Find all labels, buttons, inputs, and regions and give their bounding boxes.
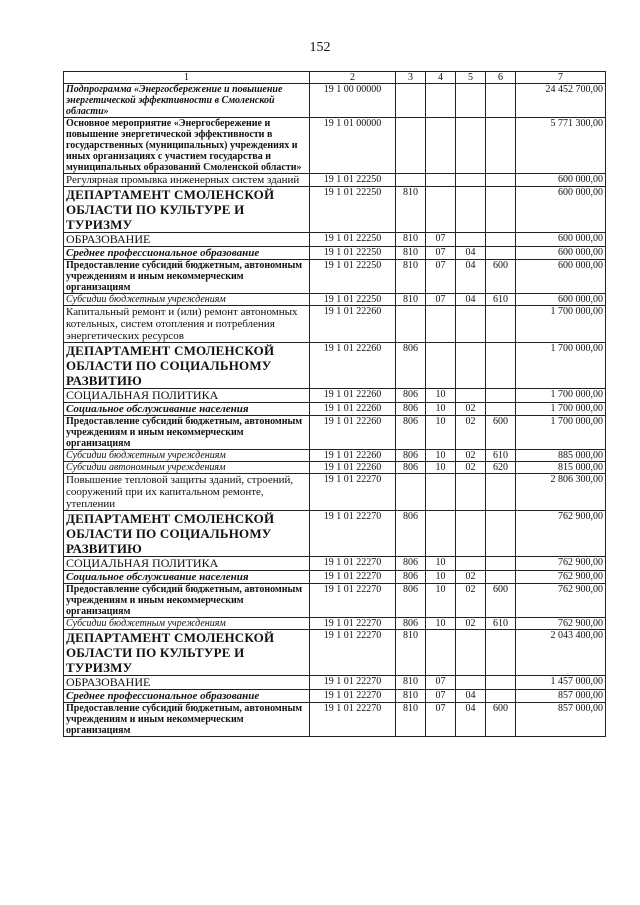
ministry-code-cell: 806 (396, 462, 426, 474)
table-row (64, 294, 606, 306)
amount-cell: 762 900,00 (516, 618, 606, 630)
expense-type-cell: 600 (486, 416, 516, 450)
subsection-code-cell: 04 (456, 703, 486, 737)
amount-cell: 857 000,00 (516, 703, 606, 737)
subsection-code-cell (456, 233, 486, 247)
section-code-cell (426, 630, 456, 676)
section-code-cell: 07 (426, 233, 456, 247)
amount-cell: 1 700 000,00 (516, 403, 606, 416)
section-code-cell: 10 (426, 557, 456, 571)
target-article-cell: 19 1 01 22270 (310, 584, 396, 618)
amount-cell: 762 900,00 (516, 571, 606, 584)
ministry-code-cell: 810 (396, 294, 426, 306)
target-article-cell: 19 1 01 22260 (310, 450, 396, 462)
expense-type-cell (486, 571, 516, 584)
column-header: 2 (310, 72, 396, 84)
section-code-cell (426, 511, 456, 557)
row-name-cell: ОБРАЗОВАНИЕ (64, 676, 310, 690)
section-code-cell (426, 187, 456, 233)
target-article-cell: 19 1 01 22270 (310, 630, 396, 676)
target-article-cell: 19 1 01 22270 (310, 618, 396, 630)
section-code-cell (426, 306, 456, 343)
table-row (64, 118, 606, 174)
table-row (64, 450, 606, 462)
table-row (64, 389, 606, 403)
subsection-code-cell (456, 306, 486, 343)
row-name-cell: Регулярная промывка инженерных систем зданий (64, 174, 310, 187)
table-row (64, 474, 606, 511)
row-name-cell: Основное мероприятие «Энергосбережение и повышение энергетической эффективности в государственных (муниципальных) учреждениях и иных организациях с участием государства и муниципальных образований Смоленской области» (64, 118, 310, 174)
expense-type-cell: 620 (486, 462, 516, 474)
expense-type-cell (486, 343, 516, 389)
page-number: 152 (309, 40, 331, 55)
subsection-code-cell (456, 343, 486, 389)
table-row (64, 571, 606, 584)
target-article-cell: 19 1 01 22270 (310, 676, 396, 690)
target-article-cell: 19 1 01 22260 (310, 343, 396, 389)
table-row (64, 703, 606, 737)
table-header-row (64, 72, 606, 84)
amount-cell: 1 700 000,00 (516, 306, 606, 343)
table-row (64, 84, 606, 118)
ministry-code-cell: 806 (396, 389, 426, 403)
expense-type-cell: 600 (486, 703, 516, 737)
ministry-code-cell: 806 (396, 343, 426, 389)
table-row (64, 233, 606, 247)
ministry-code-cell: 806 (396, 584, 426, 618)
column-header: 6 (486, 72, 516, 84)
section-code-cell (426, 84, 456, 118)
column-header: 5 (456, 72, 486, 84)
expense-type-cell (486, 511, 516, 557)
amount-cell: 600 000,00 (516, 247, 606, 260)
target-article-cell: 19 1 01 22270 (310, 511, 396, 557)
ministry-code-cell: 810 (396, 630, 426, 676)
table-row (64, 187, 606, 233)
table-row (64, 618, 606, 630)
section-code-cell: 07 (426, 260, 456, 294)
target-article-cell: 19 1 01 22250 (310, 260, 396, 294)
row-name-cell: СОЦИАЛЬНАЯ ПОЛИТИКА (64, 389, 310, 403)
subsection-code-cell: 02 (456, 462, 486, 474)
section-code-cell (426, 474, 456, 511)
expense-type-cell: 600 (486, 584, 516, 618)
section-code-cell: 10 (426, 450, 456, 462)
table-row (64, 247, 606, 260)
section-code-cell (426, 174, 456, 187)
row-name-cell: ДЕПАРТАМЕНТ СМОЛЕНСКОЙ ОБЛАСТИ ПО СОЦИАЛЬНОМУ РАЗВИТИЮ (64, 511, 310, 557)
section-code-cell: 10 (426, 571, 456, 584)
row-name-cell: Субсидии бюджетным учреждениям (64, 450, 310, 462)
subsection-code-cell: 02 (456, 584, 486, 618)
target-article-cell: 19 1 01 00000 (310, 118, 396, 174)
target-article-cell: 19 1 01 22260 (310, 306, 396, 343)
subsection-code-cell (456, 84, 486, 118)
table-row (64, 690, 606, 703)
target-article-cell: 19 1 01 22250 (310, 294, 396, 306)
table-row (64, 416, 606, 450)
expense-type-cell (486, 557, 516, 571)
table-row (64, 676, 606, 690)
column-header: 3 (396, 72, 426, 84)
row-name-cell: Субсидии бюджетным учреждениям (64, 294, 310, 306)
target-article-cell: 19 1 01 22250 (310, 233, 396, 247)
table-row (64, 584, 606, 618)
ministry-code-cell: 806 (396, 618, 426, 630)
ministry-code-cell (396, 174, 426, 187)
ministry-code-cell: 810 (396, 676, 426, 690)
amount-cell: 600 000,00 (516, 174, 606, 187)
budget-table (63, 71, 606, 737)
ministry-code-cell: 810 (396, 690, 426, 703)
target-article-cell: 19 1 01 22260 (310, 389, 396, 403)
subsection-code-cell: 04 (456, 247, 486, 260)
section-code-cell (426, 118, 456, 174)
expense-type-cell (486, 403, 516, 416)
ministry-code-cell: 810 (396, 233, 426, 247)
amount-cell: 762 900,00 (516, 557, 606, 571)
ministry-code-cell: 806 (396, 571, 426, 584)
ministry-code-cell: 806 (396, 403, 426, 416)
subsection-code-cell: 02 (456, 403, 486, 416)
ministry-code-cell: 806 (396, 511, 426, 557)
expense-type-cell (486, 690, 516, 703)
column-header: 4 (426, 72, 456, 84)
ministry-code-cell: 806 (396, 416, 426, 450)
expense-type-cell (486, 84, 516, 118)
expense-type-cell (486, 247, 516, 260)
expense-type-cell (486, 306, 516, 343)
ministry-code-cell: 806 (396, 557, 426, 571)
row-name-cell: Предоставление субсидий бюджетным, автономным учреждениям и иным некоммерческим организациям (64, 416, 310, 450)
table-row (64, 174, 606, 187)
ministry-code-cell (396, 84, 426, 118)
ministry-code-cell: 810 (396, 247, 426, 260)
expense-type-cell (486, 118, 516, 174)
table-row (64, 260, 606, 294)
ministry-code-cell (396, 118, 426, 174)
expense-type-cell: 610 (486, 450, 516, 462)
expense-type-cell: 610 (486, 294, 516, 306)
subsection-code-cell: 02 (456, 618, 486, 630)
target-article-cell: 19 1 01 22260 (310, 462, 396, 474)
section-code-cell: 07 (426, 247, 456, 260)
subsection-code-cell (456, 630, 486, 676)
subsection-code-cell (456, 187, 486, 233)
row-name-cell: Повышение тепловой защиты зданий, строений, сооружений при их капитальном ремонте, утеплении (64, 474, 310, 511)
amount-cell: 857 000,00 (516, 690, 606, 703)
section-code-cell: 07 (426, 294, 456, 306)
row-name-cell: ДЕПАРТАМЕНТ СМОЛЕНСКОЙ ОБЛАСТИ ПО СОЦИАЛЬНОМУ РАЗВИТИЮ (64, 343, 310, 389)
section-code-cell: 10 (426, 403, 456, 416)
subsection-code-cell: 02 (456, 416, 486, 450)
subsection-code-cell (456, 676, 486, 690)
amount-cell: 2 043 400,00 (516, 630, 606, 676)
ministry-code-cell: 810 (396, 260, 426, 294)
table-row (64, 557, 606, 571)
expense-type-cell (486, 474, 516, 511)
row-name-cell: ДЕПАРТАМЕНТ СМОЛЕНСКОЙ ОБЛАСТИ ПО КУЛЬТУРЕ И ТУРИЗМУ (64, 187, 310, 233)
row-name-cell: Предоставление субсидий бюджетным, автономным учреждениям и иным некоммерческим организациям (64, 584, 310, 618)
subsection-code-cell (456, 474, 486, 511)
table-body (64, 84, 606, 737)
amount-cell: 762 900,00 (516, 511, 606, 557)
amount-cell: 762 900,00 (516, 584, 606, 618)
target-article-cell: 19 1 01 22270 (310, 557, 396, 571)
section-code-cell: 10 (426, 618, 456, 630)
row-name-cell: Подпрограмма «Энергосбережение и повышение энергетической эффективности в Смоленской области» (64, 84, 310, 118)
table-row (64, 343, 606, 389)
ministry-code-cell (396, 474, 426, 511)
subsection-code-cell (456, 118, 486, 174)
target-article-cell: 19 1 01 22250 (310, 174, 396, 187)
expense-type-cell (486, 389, 516, 403)
subsection-code-cell: 02 (456, 450, 486, 462)
subsection-code-cell: 04 (456, 260, 486, 294)
column-header: 7 (516, 72, 606, 84)
expense-type-cell (486, 630, 516, 676)
target-article-cell: 19 1 01 22260 (310, 403, 396, 416)
amount-cell: 2 806 300,00 (516, 474, 606, 511)
amount-cell: 885 000,00 (516, 450, 606, 462)
target-article-cell: 19 1 01 22270 (310, 703, 396, 737)
expense-type-cell: 600 (486, 260, 516, 294)
table-row (64, 306, 606, 343)
subsection-code-cell: 04 (456, 690, 486, 703)
amount-cell: 24 452 700,00 (516, 84, 606, 118)
row-name-cell: Субсидии автономным учреждениям (64, 462, 310, 474)
row-name-cell: Капитальный ремонт и (или) ремонт автономных котельных, систем отопления и потребления энергетических ресурсов (64, 306, 310, 343)
target-article-cell: 19 1 01 22270 (310, 690, 396, 703)
subsection-code-cell: 04 (456, 294, 486, 306)
table-row (64, 511, 606, 557)
expense-type-cell (486, 676, 516, 690)
amount-cell: 5 771 300,00 (516, 118, 606, 174)
target-article-cell: 19 1 01 22270 (310, 571, 396, 584)
subsection-code-cell (456, 174, 486, 187)
ministry-code-cell (396, 306, 426, 343)
row-name-cell: ДЕПАРТАМЕНТ СМОЛЕНСКОЙ ОБЛАСТИ ПО КУЛЬТУРЕ И ТУРИЗМУ (64, 630, 310, 676)
target-article-cell: 19 1 00 00000 (310, 84, 396, 118)
amount-cell: 1 457 000,00 (516, 676, 606, 690)
section-code-cell: 10 (426, 584, 456, 618)
amount-cell: 1 700 000,00 (516, 389, 606, 403)
section-code-cell: 07 (426, 703, 456, 737)
ministry-code-cell: 810 (396, 187, 426, 233)
amount-cell: 600 000,00 (516, 233, 606, 247)
column-header: 1 (64, 72, 310, 84)
target-article-cell: 19 1 01 22270 (310, 474, 396, 511)
row-name-cell: Среднее профессиональное образование (64, 247, 310, 260)
row-name-cell: ОБРАЗОВАНИЕ (64, 233, 310, 247)
target-article-cell: 19 1 01 22250 (310, 247, 396, 260)
row-name-cell: Среднее профессиональное образование (64, 690, 310, 703)
row-name-cell: СОЦИАЛЬНАЯ ПОЛИТИКА (64, 557, 310, 571)
amount-cell: 815 000,00 (516, 462, 606, 474)
section-code-cell: 10 (426, 389, 456, 403)
expense-type-cell: 610 (486, 618, 516, 630)
section-code-cell: 07 (426, 690, 456, 703)
ministry-code-cell: 810 (396, 703, 426, 737)
section-code-cell: 07 (426, 676, 456, 690)
table-row (64, 403, 606, 416)
amount-cell: 600 000,00 (516, 187, 606, 233)
amount-cell: 600 000,00 (516, 294, 606, 306)
row-name-cell: Социальное обслуживание населения (64, 571, 310, 584)
row-name-cell: Предоставление субсидий бюджетным, автономным учреждениям и иным некоммерческим организациям (64, 703, 310, 737)
row-name-cell: Субсидии бюджетным учреждениям (64, 618, 310, 630)
expense-type-cell (486, 174, 516, 187)
subsection-code-cell (456, 511, 486, 557)
table-row (64, 462, 606, 474)
row-name-cell: Предоставление субсидий бюджетным, автономным учреждениям и иным некоммерческим организациям (64, 260, 310, 294)
subsection-code-cell (456, 389, 486, 403)
amount-cell: 1 700 000,00 (516, 343, 606, 389)
subsection-code-cell (456, 557, 486, 571)
amount-cell: 1 700 000,00 (516, 416, 606, 450)
subsection-code-cell: 02 (456, 571, 486, 584)
amount-cell: 600 000,00 (516, 260, 606, 294)
target-article-cell: 19 1 01 22250 (310, 187, 396, 233)
table-row (64, 630, 606, 676)
section-code-cell (426, 343, 456, 389)
row-name-cell: Социальное обслуживание населения (64, 403, 310, 416)
section-code-cell: 10 (426, 462, 456, 474)
section-code-cell: 10 (426, 416, 456, 450)
expense-type-cell (486, 187, 516, 233)
expense-type-cell (486, 233, 516, 247)
target-article-cell: 19 1 01 22260 (310, 416, 396, 450)
ministry-code-cell: 806 (396, 450, 426, 462)
